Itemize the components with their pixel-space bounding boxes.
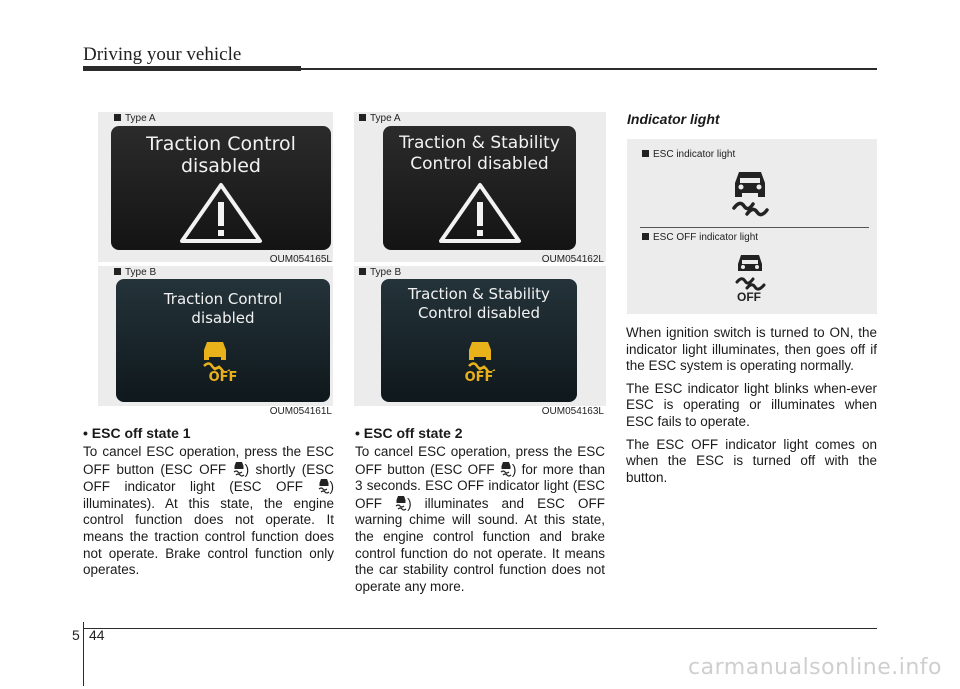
- esc-off-inline-icon: [500, 461, 512, 477]
- type-b-label: Type B: [114, 267, 156, 278]
- figure-code: OUM054161L: [269, 406, 332, 417]
- footer-divider: [83, 622, 84, 686]
- esc-off-text: OFF: [208, 370, 238, 385]
- screen-title-line2: disabled: [191, 309, 255, 327]
- esc-off-indicator-text: OFF: [737, 290, 761, 304]
- page-header-title: Driving your vehicle: [83, 44, 242, 65]
- figure-code: OUM054165L: [269, 254, 332, 265]
- header-rule-thin: [301, 68, 877, 70]
- cluster-screen-traction-control-b: [116, 279, 330, 402]
- screen-title-line2: Control disabled: [410, 154, 549, 174]
- esc-indicator-icon: [729, 166, 771, 218]
- esc-off-state-2-heading: • ESC off state 2: [355, 425, 463, 441]
- figure-code: OUM054163L: [541, 406, 604, 417]
- figure-code: OUM054162L: [541, 254, 604, 265]
- cluster-screen-traction-stability: [383, 126, 576, 250]
- esc-off-text: OFF: [464, 370, 494, 385]
- type-a-label: Type A: [114, 113, 156, 124]
- screen-title-line1: Traction Control: [146, 133, 296, 155]
- page-number: 44: [89, 627, 105, 643]
- warning-triangle-icon: [438, 182, 522, 244]
- cluster-screen-traction-stability-b: [381, 279, 577, 402]
- indicator-light-subheading: Indicator light: [627, 111, 720, 127]
- esc-off-icon: [465, 337, 495, 371]
- screen-title-line1: Traction & Stability: [399, 133, 560, 153]
- cluster-screen-traction-control: [111, 126, 331, 250]
- esc-off-inline-icon: [233, 461, 245, 477]
- header-rule-thick: [83, 66, 301, 71]
- indicator-divider: [640, 227, 869, 228]
- indicator-light-text: When ignition switch is turned to ON, the indicator light illuminates, then goes off if the ESC system is operating normally. The ESC indicator light blinks when-ever ESC is operating or illuminates when ESC fails to operate. The ESC OFF indicator light comes on when the ESC is turned off with the button.: [626, 325, 877, 485]
- esc-off-indicator-icon: [733, 252, 767, 292]
- esc-off-inline-icon: [318, 478, 330, 494]
- esc-indicator-label: ESC indicator light: [642, 149, 735, 160]
- esc-off-icon: [200, 337, 230, 371]
- screen-title-line2: Control disabled: [417, 304, 541, 322]
- esc-off-inline-icon: [395, 495, 407, 511]
- esc-off-state-2-text: To cancel ESC operation, press the ESC OFF button (ESC OFF ) for more than 3 seconds. ESC OFF indicator light (ESC OFF ) illuminates and ESC OFF warning chime will sound. At this state, the engine control function and brake control function do not operate. It means the car stability control function does not operate any more.: [355, 444, 605, 594]
- type-b-label: Type B: [359, 267, 401, 278]
- screen-title-line1: Traction & Stability: [408, 285, 550, 303]
- esc-off-state-1-heading: • ESC off state 1: [83, 425, 191, 441]
- esc-off-indicator-label: ESC OFF indicator light: [642, 232, 758, 243]
- screen-title-line1: Traction Control: [163, 290, 283, 308]
- chapter-number: 5: [72, 627, 80, 643]
- esc-off-state-1-text: To cancel ESC operation, press the ESC OFF button (ESC OFF ) shortly (ESC OFF indicator light (ESC OFF ) illuminates). At this state, the engine control function does not operate. It means the traction control function does not operate. Brake control function only operates.: [83, 444, 335, 578]
- watermark: carmanualsonline.info: [688, 655, 942, 680]
- warning-triangle-icon: [179, 182, 263, 244]
- footer-rule: [83, 628, 877, 629]
- screen-title-line2: disabled: [181, 155, 261, 177]
- type-a-label: Type A: [359, 113, 401, 124]
